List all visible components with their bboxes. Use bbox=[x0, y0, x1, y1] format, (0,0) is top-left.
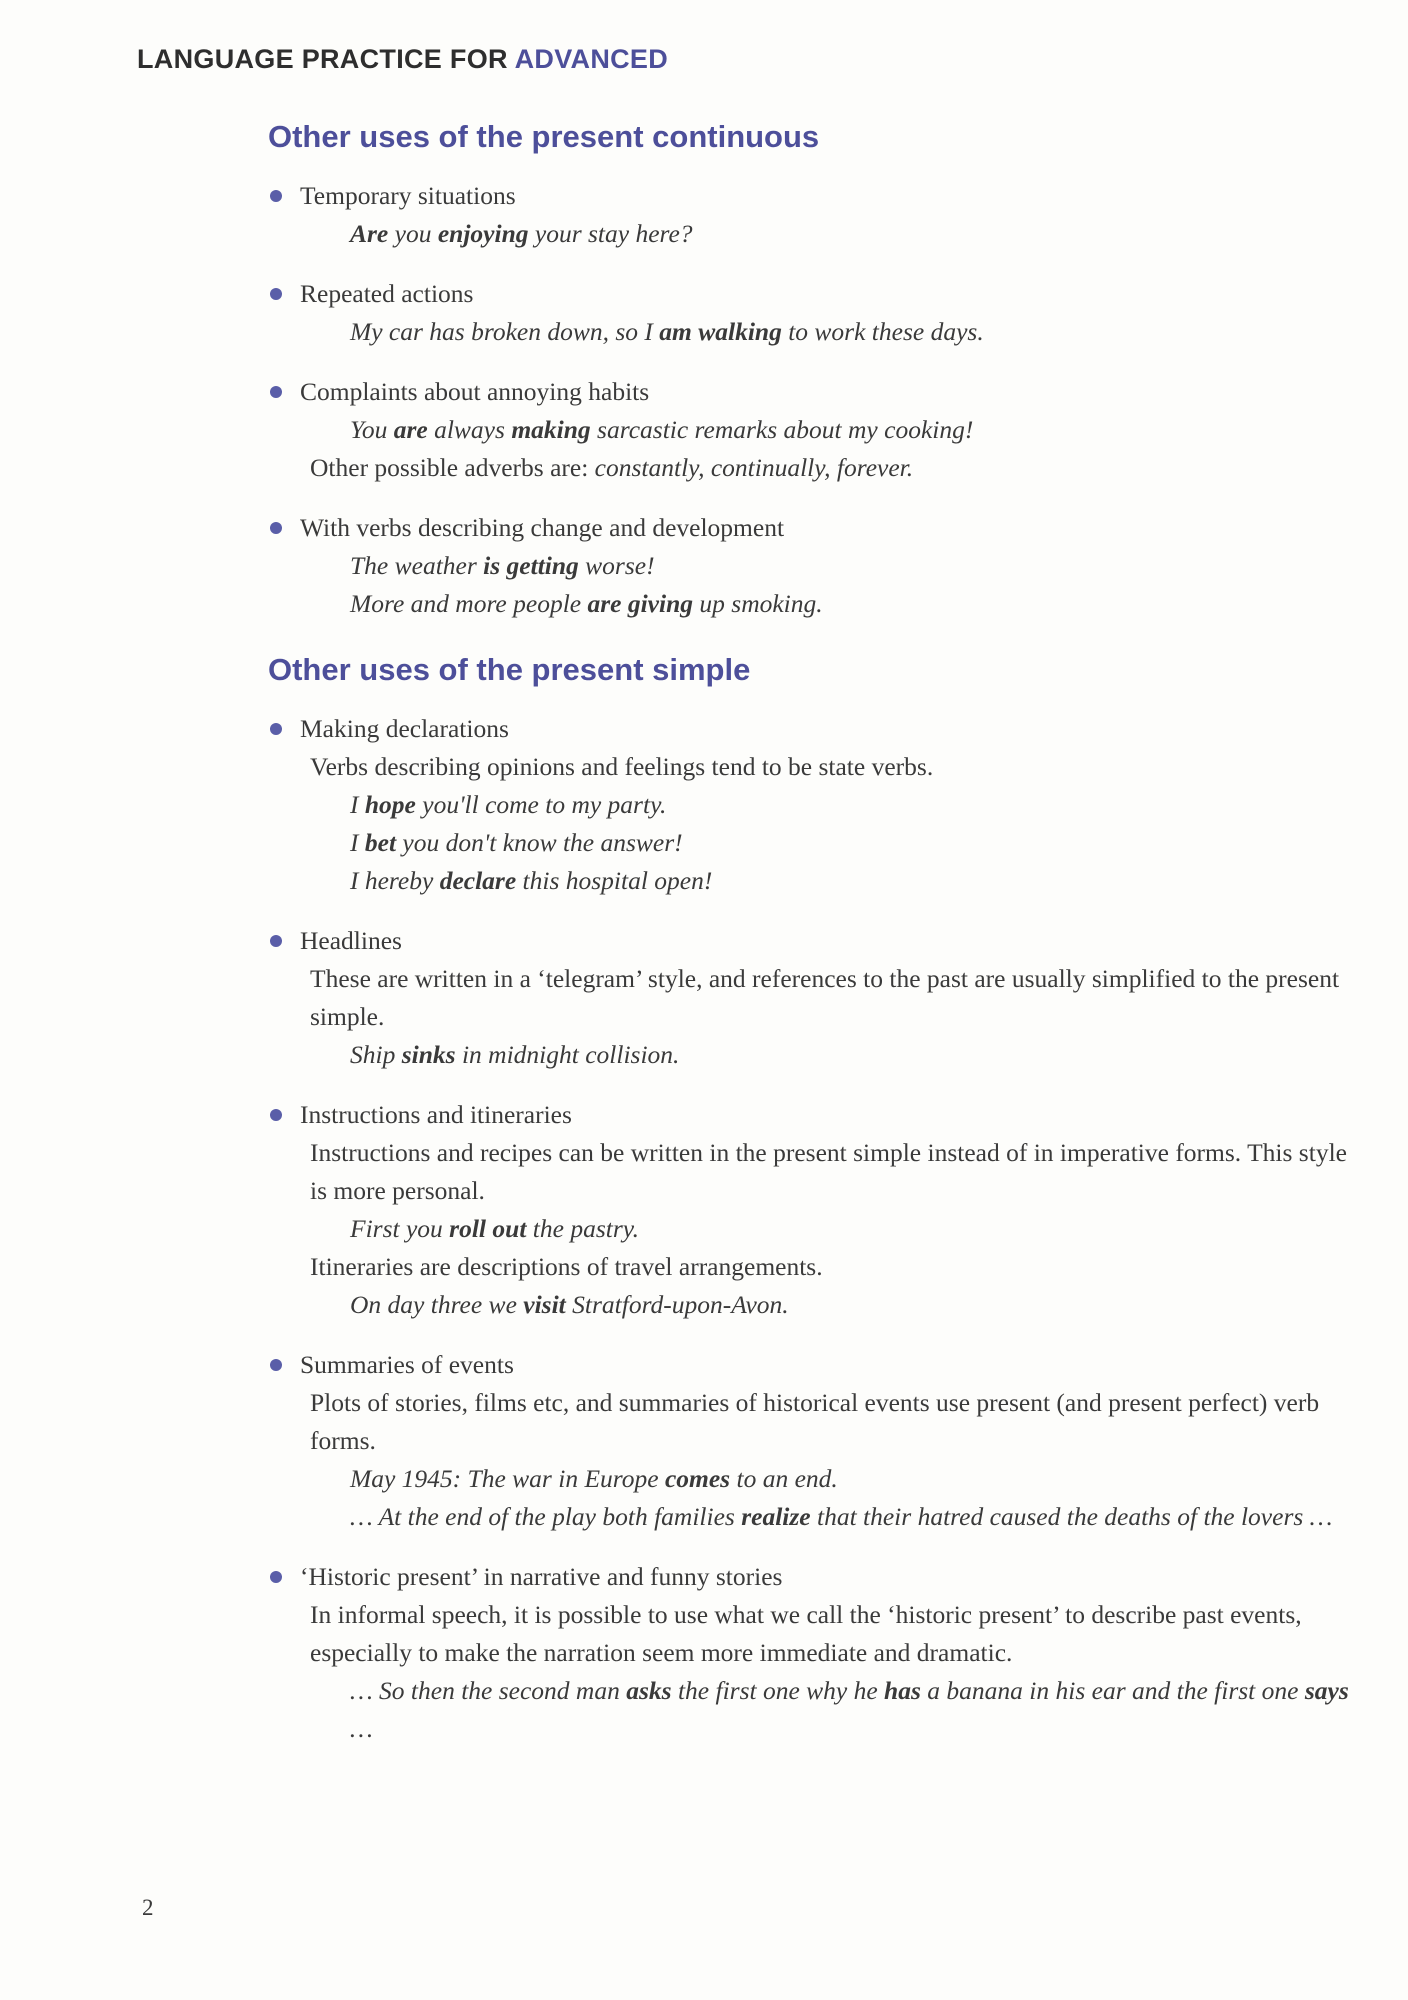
point-headlines bbox=[268, 922, 1358, 1074]
example-sentence: I hereby declare this hospital open! bbox=[350, 866, 713, 896]
point-explanation: Plots of stories, films etc, and summaries of historical events use present (and present perfect) verb forms. bbox=[310, 1388, 1320, 1456]
point-temporary-situations bbox=[268, 177, 1358, 253]
running-head bbox=[137, 44, 668, 75]
example-sentence: First you roll out the pastry. bbox=[350, 1214, 640, 1244]
section-title-present-simple: Other uses of the present simple bbox=[268, 652, 751, 688]
example-sentence: Are you enjoying your stay here? bbox=[350, 219, 693, 249]
point-heading: ‘Historic present’ in narrative and funny stories bbox=[300, 1562, 783, 1592]
point-heading: Temporary situations bbox=[300, 181, 516, 211]
point-explanation: Verbs describing opinions and feelings tend to be state verbs. bbox=[310, 752, 934, 782]
point-heading: Summaries of events bbox=[300, 1350, 514, 1380]
point-explanation: Itineraries are descriptions of travel arrangements. bbox=[310, 1252, 823, 1282]
page-number: 2 bbox=[142, 1895, 154, 1920]
point-heading: Complaints about annoying habits bbox=[300, 377, 650, 407]
example-sentence: My car has broken down, so I am walking to work these days. bbox=[350, 317, 984, 347]
section-title-present-continuous: Other uses of the present continuous bbox=[268, 119, 820, 154]
example-sentence: Ship sinks in midnight collision. bbox=[350, 1040, 680, 1070]
example-sentence: I bet you don't know the answer! bbox=[350, 828, 683, 858]
running-head-level: ADVANCED bbox=[514, 44, 669, 74]
example-sentence: On day three we visit Stratford-upon-Avon. bbox=[350, 1290, 789, 1320]
page-content bbox=[268, 118, 1358, 1770]
example-sentence: May 1945: The war in Europe comes to an end. bbox=[350, 1464, 838, 1494]
example-sentence: … So then the second man asks the first one why he has a banana in his ear and the first one says … bbox=[350, 1676, 1349, 1744]
example-sentence: The weather is getting worse! bbox=[350, 551, 655, 581]
adverbs-note: Other possible adverbs are: constantly, continually, forever. bbox=[310, 453, 914, 483]
point-heading: Repeated actions bbox=[300, 279, 474, 309]
example-sentence: You are always making sarcastic remarks about my cooking! bbox=[350, 415, 974, 445]
running-head-prefix: LANGUAGE PRACTICE FOR bbox=[137, 44, 508, 74]
point-heading: Instructions and itineraries bbox=[300, 1100, 572, 1130]
example-sentence: More and more people are giving up smoking. bbox=[350, 589, 823, 619]
point-repeated-actions bbox=[268, 275, 1358, 351]
point-complaints bbox=[268, 373, 1358, 487]
example-sentence: … At the end of the play both families realize that their hatred caused the deaths of the lovers … bbox=[350, 1502, 1333, 1532]
point-declarations bbox=[268, 710, 1358, 900]
point-explanation: These are written in a ‘telegram’ style, and references to the past are usually simplified to the present simple. bbox=[310, 964, 1340, 1032]
point-explanation: Instructions and recipes can be written in the present simple instead of in imperative forms. This style is more personal. bbox=[310, 1138, 1347, 1206]
point-summaries bbox=[268, 1346, 1358, 1536]
example-sentence: I hope you'll come to my party. bbox=[350, 790, 667, 820]
point-instructions-itineraries bbox=[268, 1096, 1358, 1324]
point-change-development bbox=[268, 509, 1358, 623]
point-heading: Making declarations bbox=[300, 714, 509, 744]
point-historic-present bbox=[268, 1558, 1358, 1748]
point-heading: With verbs describing change and development bbox=[300, 513, 785, 543]
point-heading: Headlines bbox=[300, 926, 402, 956]
point-explanation: In informal speech, it is possible to use what we call the ‘historic present’ to describe past events, especially to make the narration seem more immediate and dramatic. bbox=[310, 1600, 1302, 1668]
